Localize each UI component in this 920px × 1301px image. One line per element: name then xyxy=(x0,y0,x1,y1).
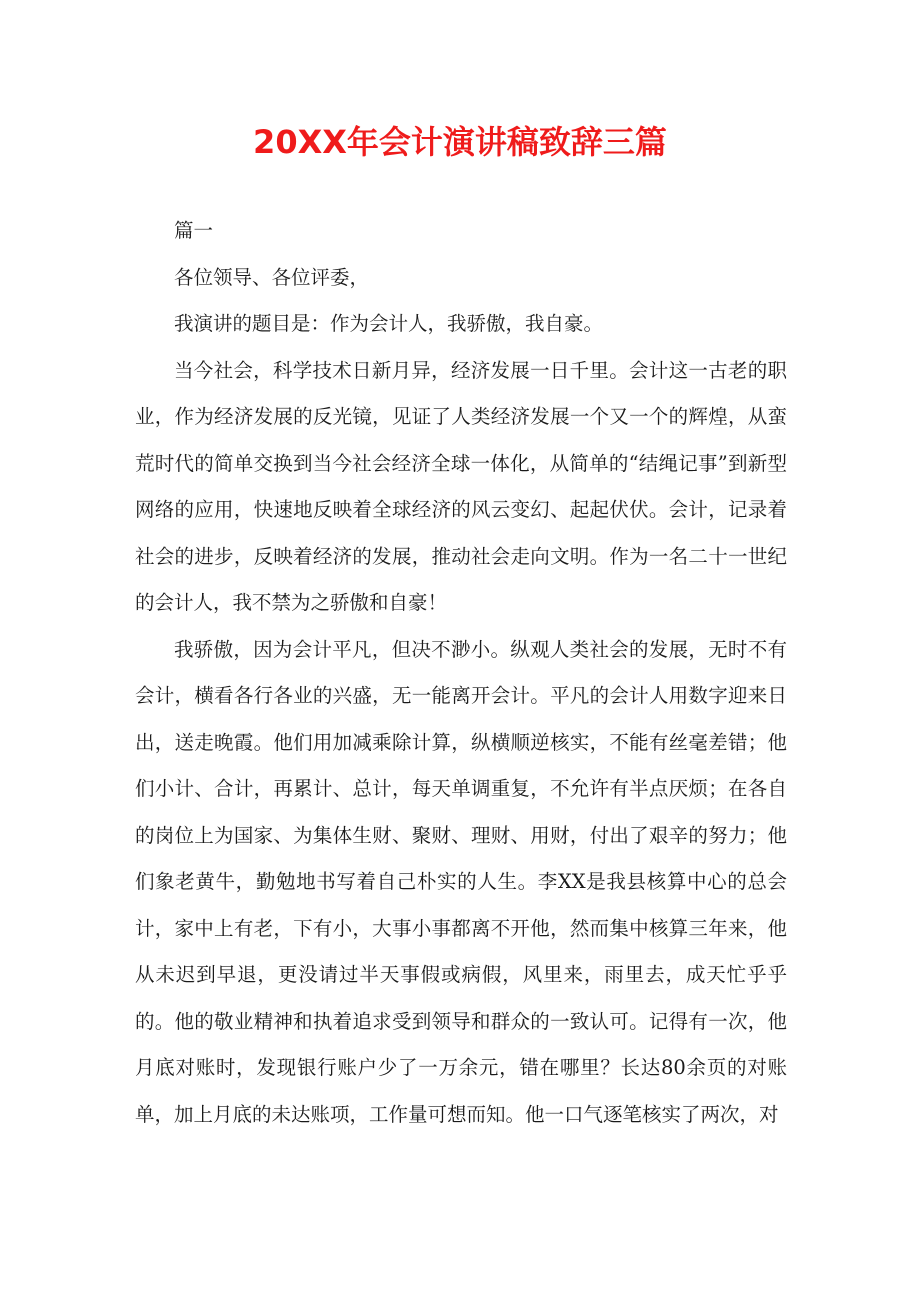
topic-paragraph: 我演讲的题目是：作为会计人，我骄傲，我自豪。 xyxy=(174,312,604,335)
document-title: 20XX年会计演讲稿致辞三篇 xyxy=(253,123,667,161)
body-paragraph: 当今社会，科学技术日新月异，经济发展一日千里。会计这一古老的职业，作为经济发展的反光镜，见证了人类经济发展一个又一个的辉煌，从蛮荒时代的简单交换到当今社会经济全球一体化，从简单的“结绳记事”到新型网络的应用，快速地反映着全球经济的风云变幻、起起伏伏。会计，记录着社会的进步，反映着经济的发展，推动社会走向文明。作为一名二十一世纪的会计人，我不禁为之骄傲和自豪！ xyxy=(135,358,787,614)
salutation-paragraph: 各位领导、各位评委， xyxy=(174,265,370,289)
section-label: 篇一 xyxy=(174,219,214,242)
document-body xyxy=(135,208,787,1138)
body-paragraph: 我骄傲，因为会计平凡，但决不渺小。纵观人类社会的发展，无时不有会计，横看各行各业的兴盛，无一能离开会计。平凡的会计人用数字迎来日出，送走晚霞。他们用加减乘除计算，纵横顺逆核实，不能有丝毫差错；他们小计、合计，再累计、总计，每天单调重复，不允许有半点厌烦；在各自的岗位上为国家、为集体生财、聚财、理财、用财，付出了艰辛的努力；他们象老黄牛，勤勉地书写着自己朴实的人生。李XX是我县核算中心的总会计，家中上有老，下有小，大事小事都离不开他，然而集中核算三年来，他从未迟到早退，更没请过半天事假或病假，风里来，雨里去，成天忙乎乎的。他的敬业精神和执着追求受到领导和群众的一致认可。记得有一次，他月底对账时，发现银行账户少了一万余元，错在哪里？长达80余页的对账单，加上月底的未达账项，工作量可想而知。他一口气逐笔核实了两次，对 xyxy=(135,637,787,1126)
